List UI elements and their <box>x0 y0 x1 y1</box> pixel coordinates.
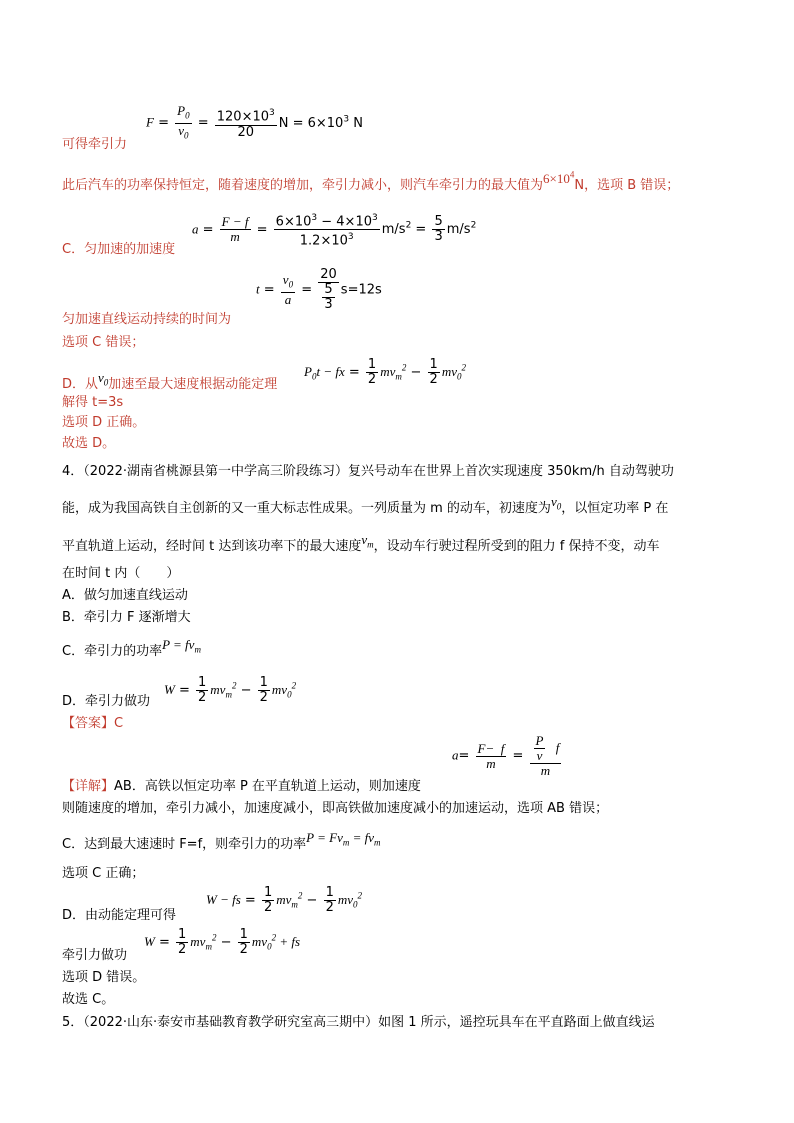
detail-c-2: 选项 C 正确； <box>62 866 145 881</box>
paragraph-max-traction: 此后汽车的功率保持恒定，随着速度的增加，牵引力减小，则汽车牵引力的最大值为$6\times 10^4N$，选项 B 错误； <box>62 169 680 193</box>
q4-option-a: A．做匀加速直线运动 <box>62 588 188 603</box>
detail-d: D．由动能定理可得 <box>62 908 177 923</box>
q4-line-1: 4．（2022·湖南省桃源县第一中学高三阶段练习）复兴号动车在世界上首次实现速度 350km/h 自动驾驶功 <box>62 464 674 479</box>
label-d-energy: D．从$v_0$加速至最大速度根据动能定理 <box>62 370 278 392</box>
detail-ab-formula: a= $\frac{F- f}{m}$ = $\frac{P}{v}$ f m <box>452 733 560 778</box>
formula-kinetic-energy: $P_0t$ − fx = $\frac{1}{2}$ $mv_m^2$ − $\frac{1}{2}$ $mv_0^2$ <box>304 357 466 387</box>
q4-line-4: 在时间 t 内（ ） <box>62 566 180 581</box>
detail-ab: 【详解】AB．高铁以恒定功率 P 在平直轨道上运动，则加速度 <box>62 779 421 794</box>
formula-time: t = $\frac{v_0}{a}$ = $\frac{20}{\frac{5}{3}}$ s=12s <box>256 267 382 312</box>
q4-option-b: B．牵引力 F 逐渐增大 <box>62 610 191 625</box>
option-d-correct: 选项 D 正确。 <box>62 415 146 430</box>
detail-c: C．达到最大速速时 F=f，则牵引力的功率$P = Fv_m = fv_m$ <box>62 830 381 852</box>
detail-d2-formula: W = $\frac{1}{2}$ $mv_m^2$ − $\frac{1}{2}$ $mv_0^2$ + fs <box>144 927 301 957</box>
q4-line-3: 平直轨道上运动，经时间 t 达到该功率下的最大速度$v_m$，设动车行驶过程所受到的阻力 f 保持不变，动车 <box>62 532 660 554</box>
q4-option-c: C．牵引力的功率$P = fv_m$ <box>62 637 201 659</box>
choose-d: 故选 D。 <box>62 436 116 451</box>
formula-traction-force: F = $\frac{P_0}{v_0}$ = $\frac{120\times 10^3}{20}$ $N = 6\times 10^3$ N <box>146 103 363 141</box>
detail-d-3: 选项 D 错误。 <box>62 970 146 985</box>
q4-line-2: 能，成为我国高铁自主创新的又一重大标志性成果。一列质量为 m 的动车，初速度为$v_0$，以恒定功率 P 在 <box>62 494 669 516</box>
label-time: 匀加速直线运动持续的时间为 <box>62 312 232 327</box>
detail-end: 故选 C。 <box>62 992 115 1007</box>
q5-line-1: 5．（2022·山东·泰安市基础教育教学研究室高三期中）如图 1 所示，遥控玩具车在平直路面上做直线运 <box>62 1015 655 1030</box>
solve-t: 解得 t=3s <box>62 395 124 410</box>
detail-ab-2: 则随速度的增加，牵引力减小，加速度减小，即高铁做加速度减小的加速运动，选项 AB 错误； <box>62 801 609 816</box>
q4-option-d: D．牵引力做功 <box>62 694 151 709</box>
label-acceleration: C．匀加速的加速度 <box>62 242 176 257</box>
q4-answer: 【答案】C <box>62 716 124 731</box>
q4-option-d-formula: W = $\frac{1}{2}$ $mv_m^2$ − $\frac{1}{2}$ $mv_0^2$ <box>164 675 297 705</box>
formula-acceleration: a = $\frac{F - f}{m}$ = $\frac{6\times 10^3 - 4\times 10^3}{1.2\times 10^3}$ $m/s^2$ = $\frac{5}{3}$ $m/s^2$ <box>192 213 477 249</box>
label-traction-force: 可得牵引力 <box>62 137 128 152</box>
detail-d-formula: W − fs = $\frac{1}{2}$ $mv_m^2$ − $\frac{1}{2}$ $mv_0^2$ <box>206 885 363 915</box>
option-c-wrong: 选项 C 错误； <box>62 335 145 350</box>
detail-d-2: 牵引力做功 <box>62 948 128 963</box>
